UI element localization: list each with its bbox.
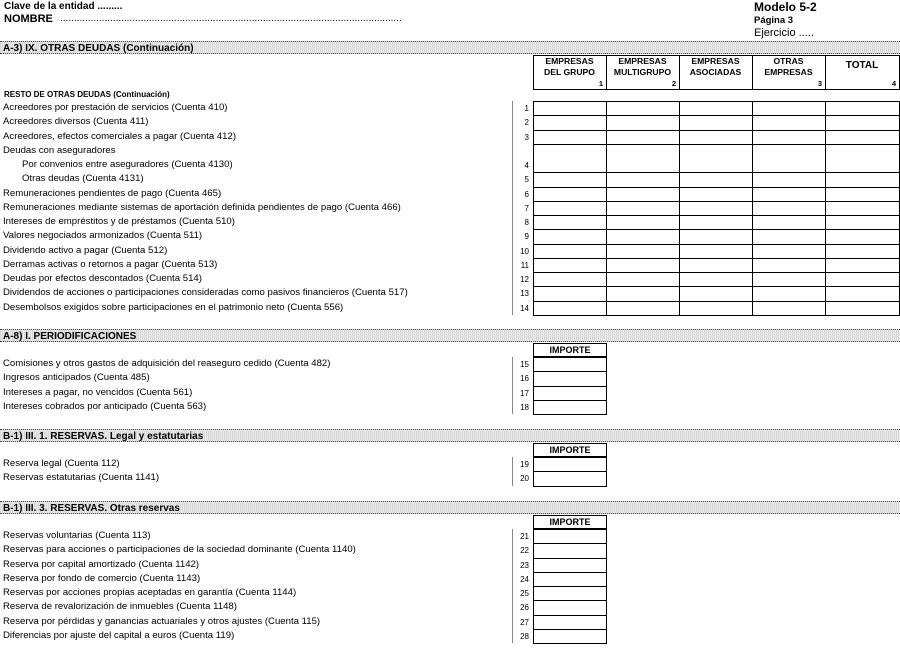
input-cell-row-9-col-4[interactable] [752,229,826,244]
importe-input-row-18[interactable] [533,400,607,415]
table-row-label: Reserva por fondo de comercio (Cuenta 1143) [3,572,201,584]
input-cell-row-4-col-2[interactable] [606,144,680,174]
input-cell-row-13-col-4[interactable] [752,286,826,301]
input-cell-row-13-col-5[interactable] [825,286,900,301]
table-row-label: Ingresos anticipados (Cuenta 485) [3,372,150,384]
input-cell-row-6-col-1[interactable] [533,187,607,202]
table-row-label: Dividendo activo a pagar (Cuenta 512) [3,244,168,256]
input-cell-row-13-col-1[interactable] [533,286,607,301]
input-cell-row-4-col-4[interactable] [752,144,826,174]
row-separator-line [512,457,513,486]
table-row-label: Deudas por efectos descontados (Cuenta 514) [3,273,202,284]
input-cell-row-7-col-4[interactable] [752,201,826,216]
input-cell-row-6-col-2[interactable] [606,187,680,202]
nombre-label: NOMBRE [4,13,53,25]
importe-input-row-25[interactable] [533,586,607,601]
row-number: 7 [524,203,529,213]
importe-column-header: IMPORTE [533,443,607,457]
row-number: 23 [520,560,529,570]
row-number: 4 [524,161,529,170]
row-number: 10 [520,246,529,256]
ejercicio-field[interactable]: Ejercicio ..... [754,27,814,39]
row-separator-line [512,357,513,414]
input-cell-row-10-col-5[interactable] [825,244,900,259]
input-cell-row-9-col-3[interactable] [679,229,753,244]
nombre-field[interactable]: ........................................................................................................................... [60,13,402,24]
table-row-label: Deudas con aseguradores [3,144,116,156]
input-cell-row-14-col-2[interactable] [606,301,680,316]
input-cell-row-14-col-5[interactable] [825,301,900,316]
column-header-label-5: TOTAL [845,60,879,71]
table-row-label: Desembolsos exigidos sobre participaciones en el patrimonio neto (Cuenta 556) [3,301,344,313]
importe-input-row-28[interactable] [533,629,607,644]
row-separator-line [512,101,513,315]
input-cell-row-5-col-3[interactable] [679,172,753,187]
input-cell-row-8-col-3[interactable] [679,215,753,230]
input-cell-row-3-col-2[interactable] [606,130,680,145]
row-number: 26 [520,603,529,613]
row-number: 14 [520,303,529,313]
table-row-label: Dividendos de acciones o participaciones consideradas como pasivos financieros (Cuenta 517) [3,287,408,299]
importe-input-row-20[interactable] [533,471,607,486]
table-row-label: Reserva por capital amortizado (Cuenta 1142) [3,558,200,570]
row-number: 12 [520,275,529,284]
input-cell-row-7-col-5[interactable] [825,201,900,216]
row-number: 25 [520,589,529,598]
row-number: 8 [524,218,529,227]
column-header-label-2: EMPRESAS MULTIGRUPO [613,56,672,77]
importe-input-row-15[interactable] [533,357,607,372]
row-number: 16 [520,374,529,384]
row-number: 5 [524,175,529,185]
input-cell-row-11-col-3[interactable] [679,258,753,273]
row-number: 27 [520,617,529,627]
table-row-label: Intereses a pagar, no vencidos (Cuenta 561) [3,386,193,398]
input-cell-row-12-col-5[interactable] [825,272,900,287]
input-cell-row-2-col-5[interactable] [825,115,900,130]
input-cell-row-9-col-1[interactable] [533,229,607,244]
input-cell-row-4-col-3[interactable] [679,144,753,174]
input-cell-row-5-col-4[interactable] [752,172,826,187]
input-cell-row-3-col-3[interactable] [679,130,753,145]
table-row-label: Remuneraciones pendientes de pago (Cuenta 465) [3,187,222,199]
input-cell-row-8-col-4[interactable] [752,215,826,230]
input-cell-row-3-col-1[interactable] [533,130,607,145]
input-cell-row-1-col-1[interactable] [533,101,607,116]
row-number: 9 [524,232,529,242]
row-number: 3 [524,132,529,142]
column-number-5: 4 [891,79,896,88]
table-row-label: Acreedores por prestación de servicios (Cuenta 410) [3,102,228,113]
input-cell-row-9-col-5[interactable] [825,229,900,244]
table-row-label: Derramas activas o retornos a pagar (Cuenta 513) [3,258,218,270]
input-cell-row-2-col-1[interactable] [533,115,607,130]
input-cell-row-5-col-2[interactable] [606,172,680,187]
table-row-label: Reserva de revalorización de inmuebles (Cuenta 1148) [3,601,237,613]
input-cell-row-12-col-2[interactable] [606,272,680,287]
importe-input-row-19[interactable] [533,457,607,472]
input-cell-row-9-col-2[interactable] [606,229,680,244]
table-row-label: Reservas estatutarias (Cuenta 1141) [3,472,160,484]
importe-input-row-16[interactable] [533,371,607,386]
input-cell-row-2-col-3[interactable] [679,115,753,130]
input-cell-row-5-col-5[interactable] [825,172,900,187]
input-cell-row-1-col-4[interactable] [752,101,826,116]
row-number: 2 [524,118,529,128]
input-cell-row-2-col-2[interactable] [606,115,680,130]
row-number: 13 [520,289,529,299]
table-row-label: Comisiones y otros gastos de adquisición del reaseguro cedido (Cuenta 482) [3,358,331,369]
section-a8-title: A-8) I. PERIODIFICACIONES [0,329,900,342]
modelo-label: Modelo 5-2 [754,0,817,14]
table-row-label: Reservas para acciones o participaciones de la sociedad dominante (Cuenta 1140) [3,544,356,556]
row-number: 24 [520,574,529,584]
row-number: 20 [520,474,529,484]
table-row-label: Reservas por acciones propias aceptadas en garantía (Cuenta 1144) [3,587,297,598]
table-row-label: Reservas voluntarias (Cuenta 113) [3,530,151,541]
importe-input-row-17[interactable] [533,386,607,401]
input-cell-row-12-col-1[interactable] [533,272,607,287]
input-cell-row-3-col-4[interactable] [752,130,826,145]
importe-input-row-27[interactable] [533,615,607,630]
input-cell-row-7-col-3[interactable] [679,201,753,216]
input-cell-row-1-col-3[interactable] [679,101,753,116]
row-number: 28 [520,631,529,641]
input-cell-row-11-col-2[interactable] [606,258,680,273]
row-number: 19 [520,460,529,469]
input-cell-row-13-col-3[interactable] [679,286,753,301]
row-number: 1 [524,104,529,113]
importe-input-row-24[interactable] [533,572,607,587]
row-number: 15 [520,360,529,369]
pagina-label: Página 3 [754,15,794,26]
importe-input-row-23[interactable] [533,558,607,573]
table-row-label: Acreedores diversos (Cuenta 411) [3,116,149,128]
importe-input-row-22[interactable] [533,543,607,558]
input-cell-row-14-col-3[interactable] [679,301,753,316]
input-cell-row-14-col-1[interactable] [533,301,607,316]
row-number: 21 [520,532,529,541]
table-row-label: Remuneraciones mediante sistemas de aportación definida pendientes de pago (Cuenta 466) [3,201,401,213]
column-number-4: 3 [817,79,822,88]
input-cell-row-10-col-3[interactable] [679,244,753,259]
resto-otras-deudas-subtitle: RESTO DE OTRAS DEUDAS (Continuación) [4,90,170,99]
input-cell-row-3-col-5[interactable] [825,130,900,145]
row-number: 6 [524,189,529,199]
input-cell-row-10-col-2[interactable] [606,244,680,259]
section-b1-otras-title: B-1) III. 3. RESERVAS. Otras reservas [0,501,900,514]
input-cell-row-12-col-3[interactable] [679,272,753,287]
input-cell-row-12-col-4[interactable] [752,272,826,287]
input-cell-row-6-col-5[interactable] [825,187,900,202]
table-row-label: Reserva por pérdidas y ganancias actuariales y otros ajustes (Cuenta 115) [3,615,321,627]
input-cell-row-13-col-2[interactable] [606,286,680,301]
table-row-label: Otras deudas (Cuenta 4131) [22,173,144,185]
table-row-label: Reserva legal (Cuenta 112) [3,458,120,469]
input-cell-row-1-col-2[interactable] [606,101,680,116]
table-row-label: Acreedores, efectos comerciales a pagar (Cuenta 412) [3,130,237,142]
input-cell-row-4-col-1[interactable] [533,144,607,174]
table-row-label: Valores negociados armonizados (Cuenta 511) [3,230,203,242]
column-number-2: 2 [671,79,676,88]
input-cell-row-11-col-5[interactable] [825,258,900,273]
input-cell-row-4-col-5[interactable] [825,144,900,174]
section-a3-title: A-3) IX. OTRAS DEUDAS (Continuación) [0,41,900,54]
input-cell-row-7-col-2[interactable] [606,201,680,216]
input-cell-row-8-col-1[interactable] [533,215,607,230]
input-cell-row-7-col-1[interactable] [533,201,607,216]
input-cell-row-10-col-1[interactable] [533,244,607,259]
table-row-label: Intereses cobrados por anticipado (Cuenta 563) [3,400,207,412]
row-separator-line [512,529,513,643]
row-number: 22 [520,546,529,556]
importe-input-row-26[interactable] [533,600,607,615]
input-cell-row-6-col-3[interactable] [679,187,753,202]
input-cell-row-5-col-1[interactable] [533,172,607,187]
column-number-1: 1 [598,79,603,88]
section-b1-legal-title: B-1) III. 1. RESERVAS. Legal y estatutarias [0,429,900,442]
input-cell-row-1-col-5[interactable] [825,101,900,116]
importe-column-header: IMPORTE [533,515,607,529]
input-cell-row-8-col-5[interactable] [825,215,900,230]
input-cell-row-11-col-4[interactable] [752,258,826,273]
input-cell-row-11-col-1[interactable] [533,258,607,273]
row-number: 18 [520,402,529,412]
input-cell-row-14-col-4[interactable] [752,301,826,316]
input-cell-row-8-col-2[interactable] [606,215,680,230]
column-header-label-4: OTRAS EMPRESAS [764,56,813,77]
column-header-label-1: EMPRESAS DEL GRUPO [544,56,595,77]
input-cell-row-6-col-4[interactable] [752,187,826,202]
importe-input-row-21[interactable] [533,529,607,544]
row-number: 17 [520,388,529,398]
row-number: 11 [520,260,529,270]
clave-entidad: Clave de la entidad ......... [4,1,123,12]
table-row-label: Intereses de empréstitos y de préstamos (Cuenta 510) [3,216,235,227]
input-cell-row-10-col-4[interactable] [752,244,826,259]
table-row-label: Diferencias por ajuste del capital a euros (Cuenta 119) [3,629,235,641]
table-row-label: Por convenios entre aseguradores (Cuenta 4130) [22,159,233,170]
input-cell-row-2-col-4[interactable] [752,115,826,130]
importe-column-header: IMPORTE [533,343,607,357]
column-header-label-3: EMPRESAS ASOCIADAS [689,56,742,77]
